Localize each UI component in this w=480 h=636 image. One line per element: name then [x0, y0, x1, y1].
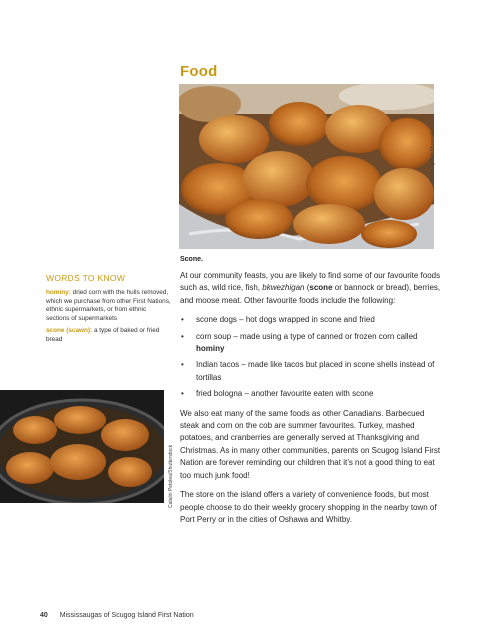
- frying-pan-photo: [0, 390, 164, 503]
- paragraph: We also eat many of the same foods as other Canadians. Barbecued steak and corn on the cob are summer favourites. Turkey, mashed potatoes, and cranberries are generally served at Thanksgiving and Christmas. As in many other communities, parents on Scugog Island First Nation are forever reminding our children that it’s not a good thing to eat too much junk food!: [180, 408, 441, 480]
- top-photo-credit: Photo by Kim Muskratt: [430, 131, 436, 182]
- intro-text: or bannock or bread), berries, and moose meat. Other favourite foods include the following:: [180, 283, 441, 305]
- list-item: • fried bologna – another favourite eaten with scone: [180, 388, 442, 400]
- glossary-term: hominy:: [46, 289, 71, 296]
- glossary-entry-hominy: [46, 289, 171, 323]
- photo-caption: Scone.: [180, 256, 203, 263]
- main-body: [180, 270, 442, 533]
- glossary-highlight: hominy: [196, 344, 225, 354]
- page-number: 40: [40, 612, 48, 619]
- scone-photo: [179, 84, 434, 249]
- list-item: • scone dogs – hot dogs wrapped in scone and fried: [180, 314, 442, 326]
- fried-scone-image: [179, 84, 434, 249]
- words-to-know-heading: WORDS TO KNOW: [46, 273, 126, 283]
- intro-paragraph: [180, 270, 442, 307]
- paragraph: The store on the island offers a variety of convenience foods, but most people choose to do their weekly grocery shopping in the nearby town of Port Perry or in the cities of Oshawa and Whitby.: [180, 490, 437, 524]
- list-item-text: corn soup – made using a type of canned or frozen corn called: [196, 331, 418, 341]
- page-title: Food: [180, 63, 218, 80]
- list-item: [180, 331, 442, 356]
- glossary-highlight: scone: [309, 283, 333, 293]
- glossary-term: scone (scawn):: [46, 327, 93, 335]
- intro-text: At our community feasts, you are likely to find some of our favourite foods such as, wild rice, fish,: [180, 271, 441, 293]
- footer-text: Mississaugas of Scugog Island First Nation: [59, 612, 194, 619]
- favourite-foods-list: [180, 314, 442, 400]
- glossary-entry-scone: [46, 327, 171, 344]
- ojibwe-word: bkwezhigan: [262, 283, 305, 293]
- list-item: • Indian tacos – made like tacos but placed in scone shells instead of tortillas: [180, 359, 442, 384]
- intro-text: (: [304, 283, 310, 293]
- left-photo-credit: Catalin Petolea/Shutterstock: [168, 444, 174, 508]
- fried-chicken-pan-image: [0, 390, 164, 503]
- words-to-know-box: [46, 273, 171, 349]
- glossary-definition: a type of baked or fried bread: [46, 327, 160, 343]
- glossary-definition: dried corn with the hulls removed, which we purchase from other First Nations, ethnic supermarkets, or from ethnic sections of supermarkets: [46, 289, 171, 322]
- page-footer: [40, 612, 194, 619]
